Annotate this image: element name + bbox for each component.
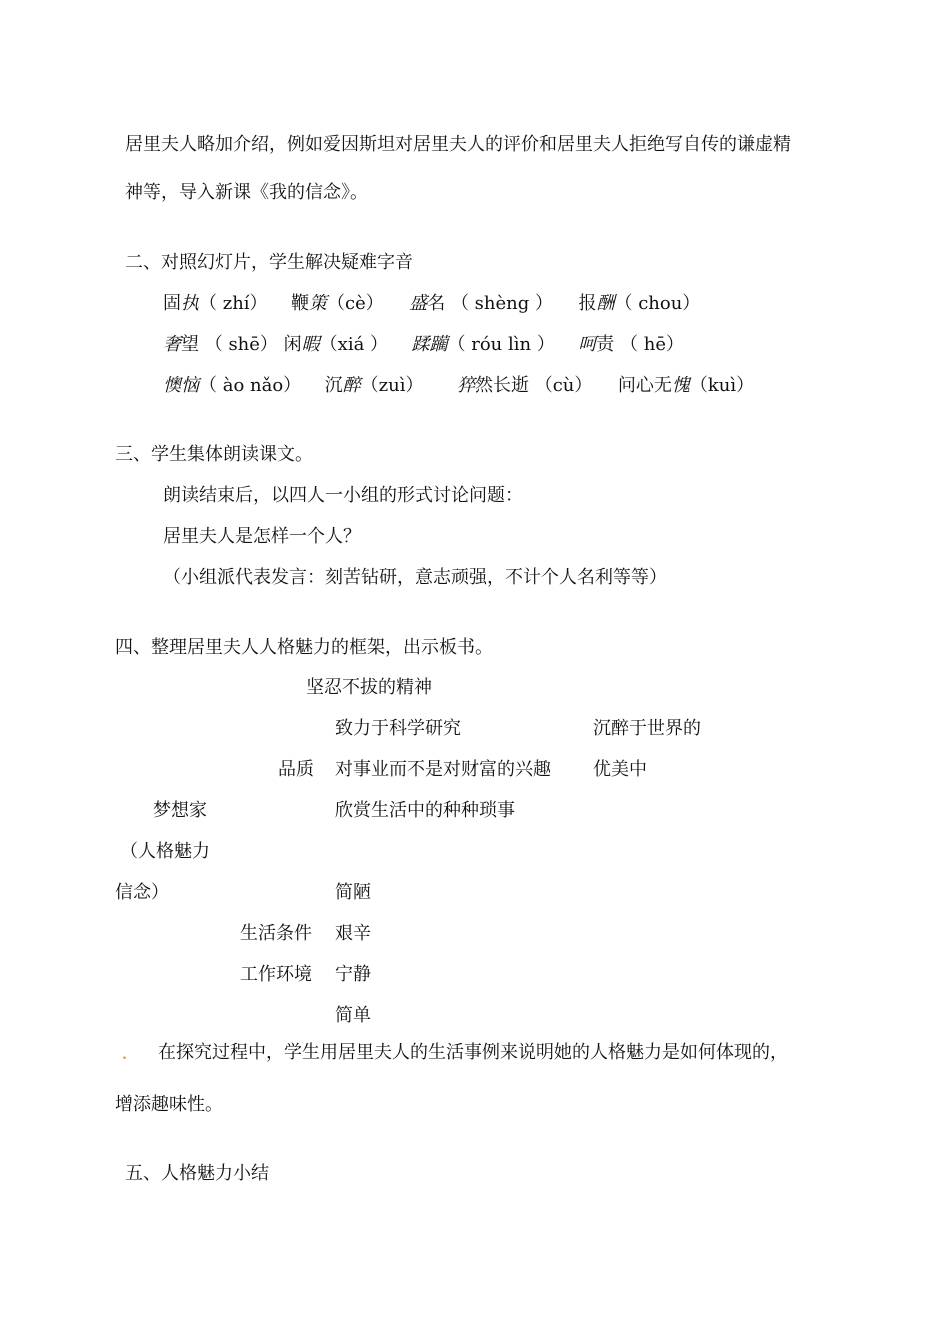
- pinyin-item: 呵责 （ hē）: [578, 334, 684, 355]
- pinyin-item: 鞭策（cè）: [291, 293, 384, 314]
- section-3-heading: 三、学生集体朗读课文。: [115, 444, 313, 465]
- board-life: 生活条件: [240, 923, 312, 944]
- board-charm-2: 信念）: [115, 882, 169, 903]
- pinyin-item: 盛名 （ shèng ）: [409, 293, 553, 314]
- board-simple-1: 简陋: [335, 882, 371, 903]
- board-hard: 艰辛: [335, 923, 371, 944]
- board-quiet: 宁静: [335, 964, 371, 985]
- board-interest: 对事业而不是对财富的兴趣: [335, 759, 551, 780]
- board-beauty-2: 优美中: [593, 759, 647, 780]
- board-work: 工作环境: [240, 964, 312, 985]
- section-4-heading: 四、整理居里夫人人格魅力的框架，出示板书。: [115, 637, 493, 658]
- pinyin-item: 固执（ zhí）: [163, 293, 268, 314]
- board-dreamer: 梦想家: [153, 800, 207, 821]
- pinyin-item: 问心无愧（kuì）: [617, 375, 755, 396]
- board-top: 坚忍不拔的精神: [306, 677, 432, 698]
- explore-line-1: 在探究过程中，学生用居里夫人的生活事例来说明她的人格魅力是如何体现的，: [158, 1042, 788, 1063]
- board-quality: 品质: [278, 759, 314, 780]
- pinyin-row-3: [163, 375, 754, 397]
- section-3-line-1: 朗读结束后，以四人一小组的形式讨论问题：: [163, 485, 523, 506]
- board-appreciate: 欣赏生活中的种种琐事: [335, 800, 515, 821]
- pinyin-item: 沉醉（zuì）: [324, 375, 424, 396]
- pinyin-row-1: [163, 293, 700, 315]
- pinyin-item: 报酬（ chou）: [578, 293, 701, 314]
- pinyin-item: 懊恼（ ào nǎo）: [163, 375, 302, 396]
- decorative-dot: .: [122, 1047, 127, 1063]
- intro-line-1: 居里夫人略加介绍，例如爱因斯坦对居里夫人的评价和居里夫人拒绝写自传的谦虚精: [125, 134, 791, 155]
- pinyin-item: 闲暇（xiá ）: [283, 334, 389, 355]
- pinyin-item: 猝然长逝 （cù）: [456, 375, 593, 396]
- pinyin-item: 蹂躏（ róu lìn ）: [411, 334, 555, 355]
- explore-line-2: 增添趣味性。: [115, 1094, 223, 1115]
- section-5-heading: 五、人格魅力小结: [125, 1163, 269, 1184]
- board-charm-1: （人格魅力: [120, 841, 210, 862]
- section-3-line-3: （小组派代表发言：刻苦钻研，意志顽强，不计个人名利等等）: [163, 567, 667, 588]
- section-2-heading: 二、对照幻灯片，学生解决疑难字音: [125, 252, 413, 273]
- pinyin-item: 奢望 （ shē）: [163, 334, 278, 355]
- board-devote: 致力于科学研究: [335, 718, 461, 739]
- pinyin-row-2: [163, 334, 684, 356]
- board-simple-2: 简单: [335, 1005, 371, 1026]
- section-3-line-2: 居里夫人是怎样一个人？: [163, 526, 361, 547]
- intro-line-2: 神等，导入新课《我的信念》。: [125, 182, 368, 203]
- board-beauty-1: 沉醉于世界的: [593, 718, 701, 739]
